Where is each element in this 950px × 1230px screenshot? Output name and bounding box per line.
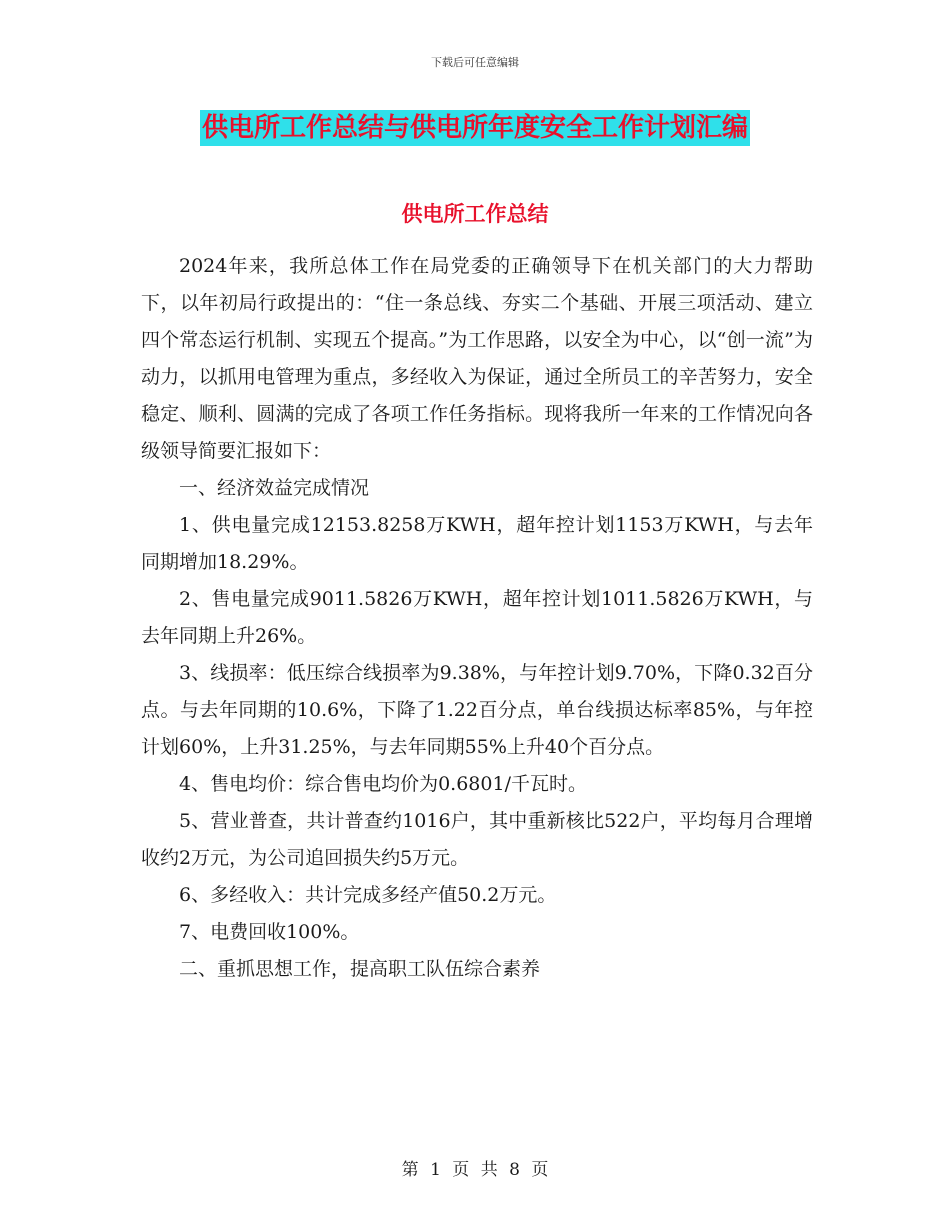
heading-economic-results: 一、经济效益完成情况 bbox=[179, 477, 370, 499]
paragraph-item-1: 1、供电量完成12153.8258万KWH，超年控计划1153万KWH，与去年同期增加18.29%。 bbox=[141, 514, 813, 573]
document-title-container bbox=[0, 110, 950, 146]
document-title: 供电所工作总结与供电所年度安全工作计划汇编 bbox=[200, 110, 750, 146]
header-note: 下载后可任意编辑 bbox=[431, 56, 519, 69]
paragraph-item-6: 6、多经收入：共计完成多经产值50.2万元。 bbox=[179, 884, 557, 906]
section-title: 供电所工作总结 bbox=[401, 202, 549, 226]
paragraph-item-3: 3、线损率：低压综合线损率为9.38%，与年控计划9.70%，下降0.32百分点。与去年同期的10.6%，下降了1.22百分点，单台线损达标率85%，与年控计划60%，上升31.25%，与去年同期55%上升40个百分点。 bbox=[141, 662, 813, 758]
paragraph-item-4: 4、售电均价：综合售电均价为0.6801/千瓦时。 bbox=[179, 773, 587, 795]
paragraph-intro: 2024年来，我所总体工作在局党委的正确领导下在机关部门的大力帮助下，以年初局行政提出的：“住一条总线、夯实二个基础、开展三项活动、建立四个常态运行机制、实现五个提高。”为工作思路，以安全为中心，以“创一流”为动力，以抓用电管理为重点，多经收入为保证，通过全所员工的辛苦努力，安全稳定、顺利、圆满的完成了各项工作任务指标。现将我所一年来的工作情况向各级领导简要汇报如下： bbox=[141, 255, 813, 462]
heading-ideological-work: 二、重抓思想工作，提高职工队伍综合素养 bbox=[179, 958, 541, 980]
page-number-footer: 第 1 页 共 8 页 bbox=[401, 1160, 549, 1180]
document-body bbox=[141, 248, 813, 988]
paragraph-item-2: 2、售电量完成9011.5826万KWH，超年控计划1011.5826万KWH，与去年同期上升26%。 bbox=[141, 588, 813, 647]
paragraph-item-5: 5、营业普查，共计普查约1016户，其中重新核比522户，平均每月合理增收约2万元，为公司追回损失约5万元。 bbox=[141, 810, 813, 869]
paragraph-item-7: 7、电费回收100%。 bbox=[179, 921, 360, 943]
